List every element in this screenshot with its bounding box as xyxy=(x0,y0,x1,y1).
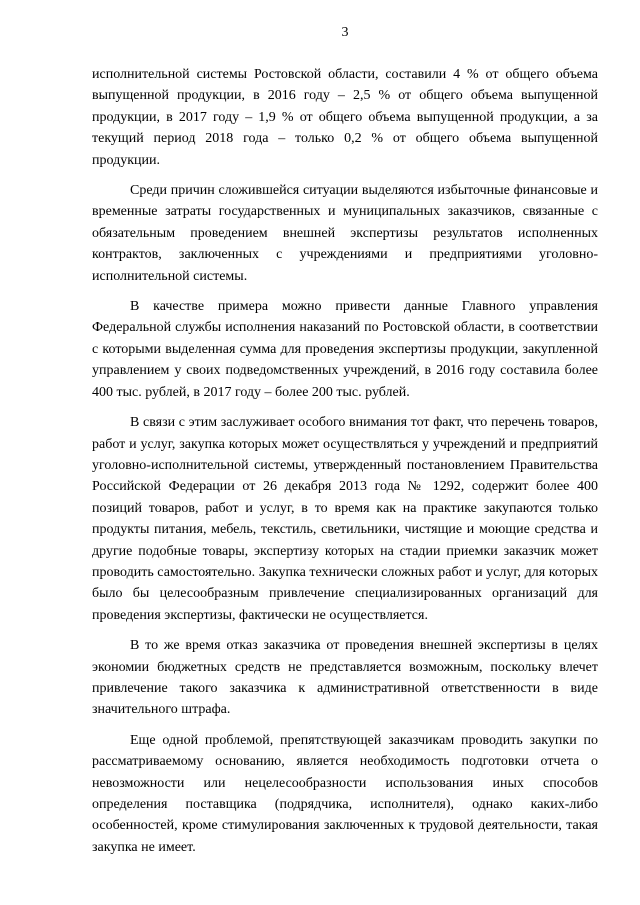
paragraph-4: В связи с этим заслуживает особого внимания тот факт, что перечень товаров, работ и услуг, закупка которых может осуществляться у учреждений и предприятий уголовно-исполнительной системы, утвержденный постановлением Правительства Российской Федерации от 26 декабря 2013 года № 1292, содержит более 400 позиций товаров, работ и услуг, в то время как на практике закупаются только продукты питания, мебель, текстиль, светильники, чистящие и моющие средства и другие подобные товары, экспертизу которых на стадии приемки заказчик может проводить самостоятельно. Закупка технически сложных работ и услуг, для которых было бы целесообразным привлечение специализированных организаций для проведения экспертизы, фактически не осуществляется. xyxy=(92,415,598,623)
paragraph-1: исполнительной системы Ростовской области, составили 4 % от общего объема выпущенной продукции, в 2016 году – 2,5 % от общего объема выпущенной продукции, в 2017 году – 1,9 % от общего объема выпущенной продукции, а за текущий период 2018 года – только 0,2 % от общего объема выпущенной продукции. xyxy=(92,67,598,168)
paragraph-5: В то же время отказ заказчика от проведения внешней экспертизы в целях экономии бюджетных средств не представляется возможным, поскольку влечет привлечение такого заказчика к административной ответственности в виде значительного штрафа. xyxy=(92,638,598,718)
paragraph-2: Среди причин сложившейся ситуации выделяются избыточные финансовые и временные затраты государственных и муниципальных заказчиков, связанные с обязательным проведением внешней экспертизы результатов исполненных контрактов, заключенных с учреждениями и предприятиями уголовно-исполнительной системы. xyxy=(92,183,598,284)
paragraph-3: В качестве примера можно привести данные Главного управления Федеральной службы исполнения наказаний по Ростовской области, в соответствии с которыми выделенная сумма для проведения экспертизы продукции, закупленной управлением у своих подведомственных учреждений, в 2016 году составила более 400 тыс. рублей, в 2017 году – более 200 тыс. рублей. xyxy=(92,299,598,400)
paragraph-6: Еще одной проблемой, препятствующей заказчикам проводить закупки по рассматриваемому основанию, является необходимость подготовки отчета о невозможности или нецелесообразности использования иных способов определения поставщика (подрядчика, исполнителя), однако каких-либо особенностей, кроме стимулирования заключенных к трудовой деятельности, такая закупка не имеет. xyxy=(92,732,598,855)
page-number: 3 xyxy=(341,25,349,40)
